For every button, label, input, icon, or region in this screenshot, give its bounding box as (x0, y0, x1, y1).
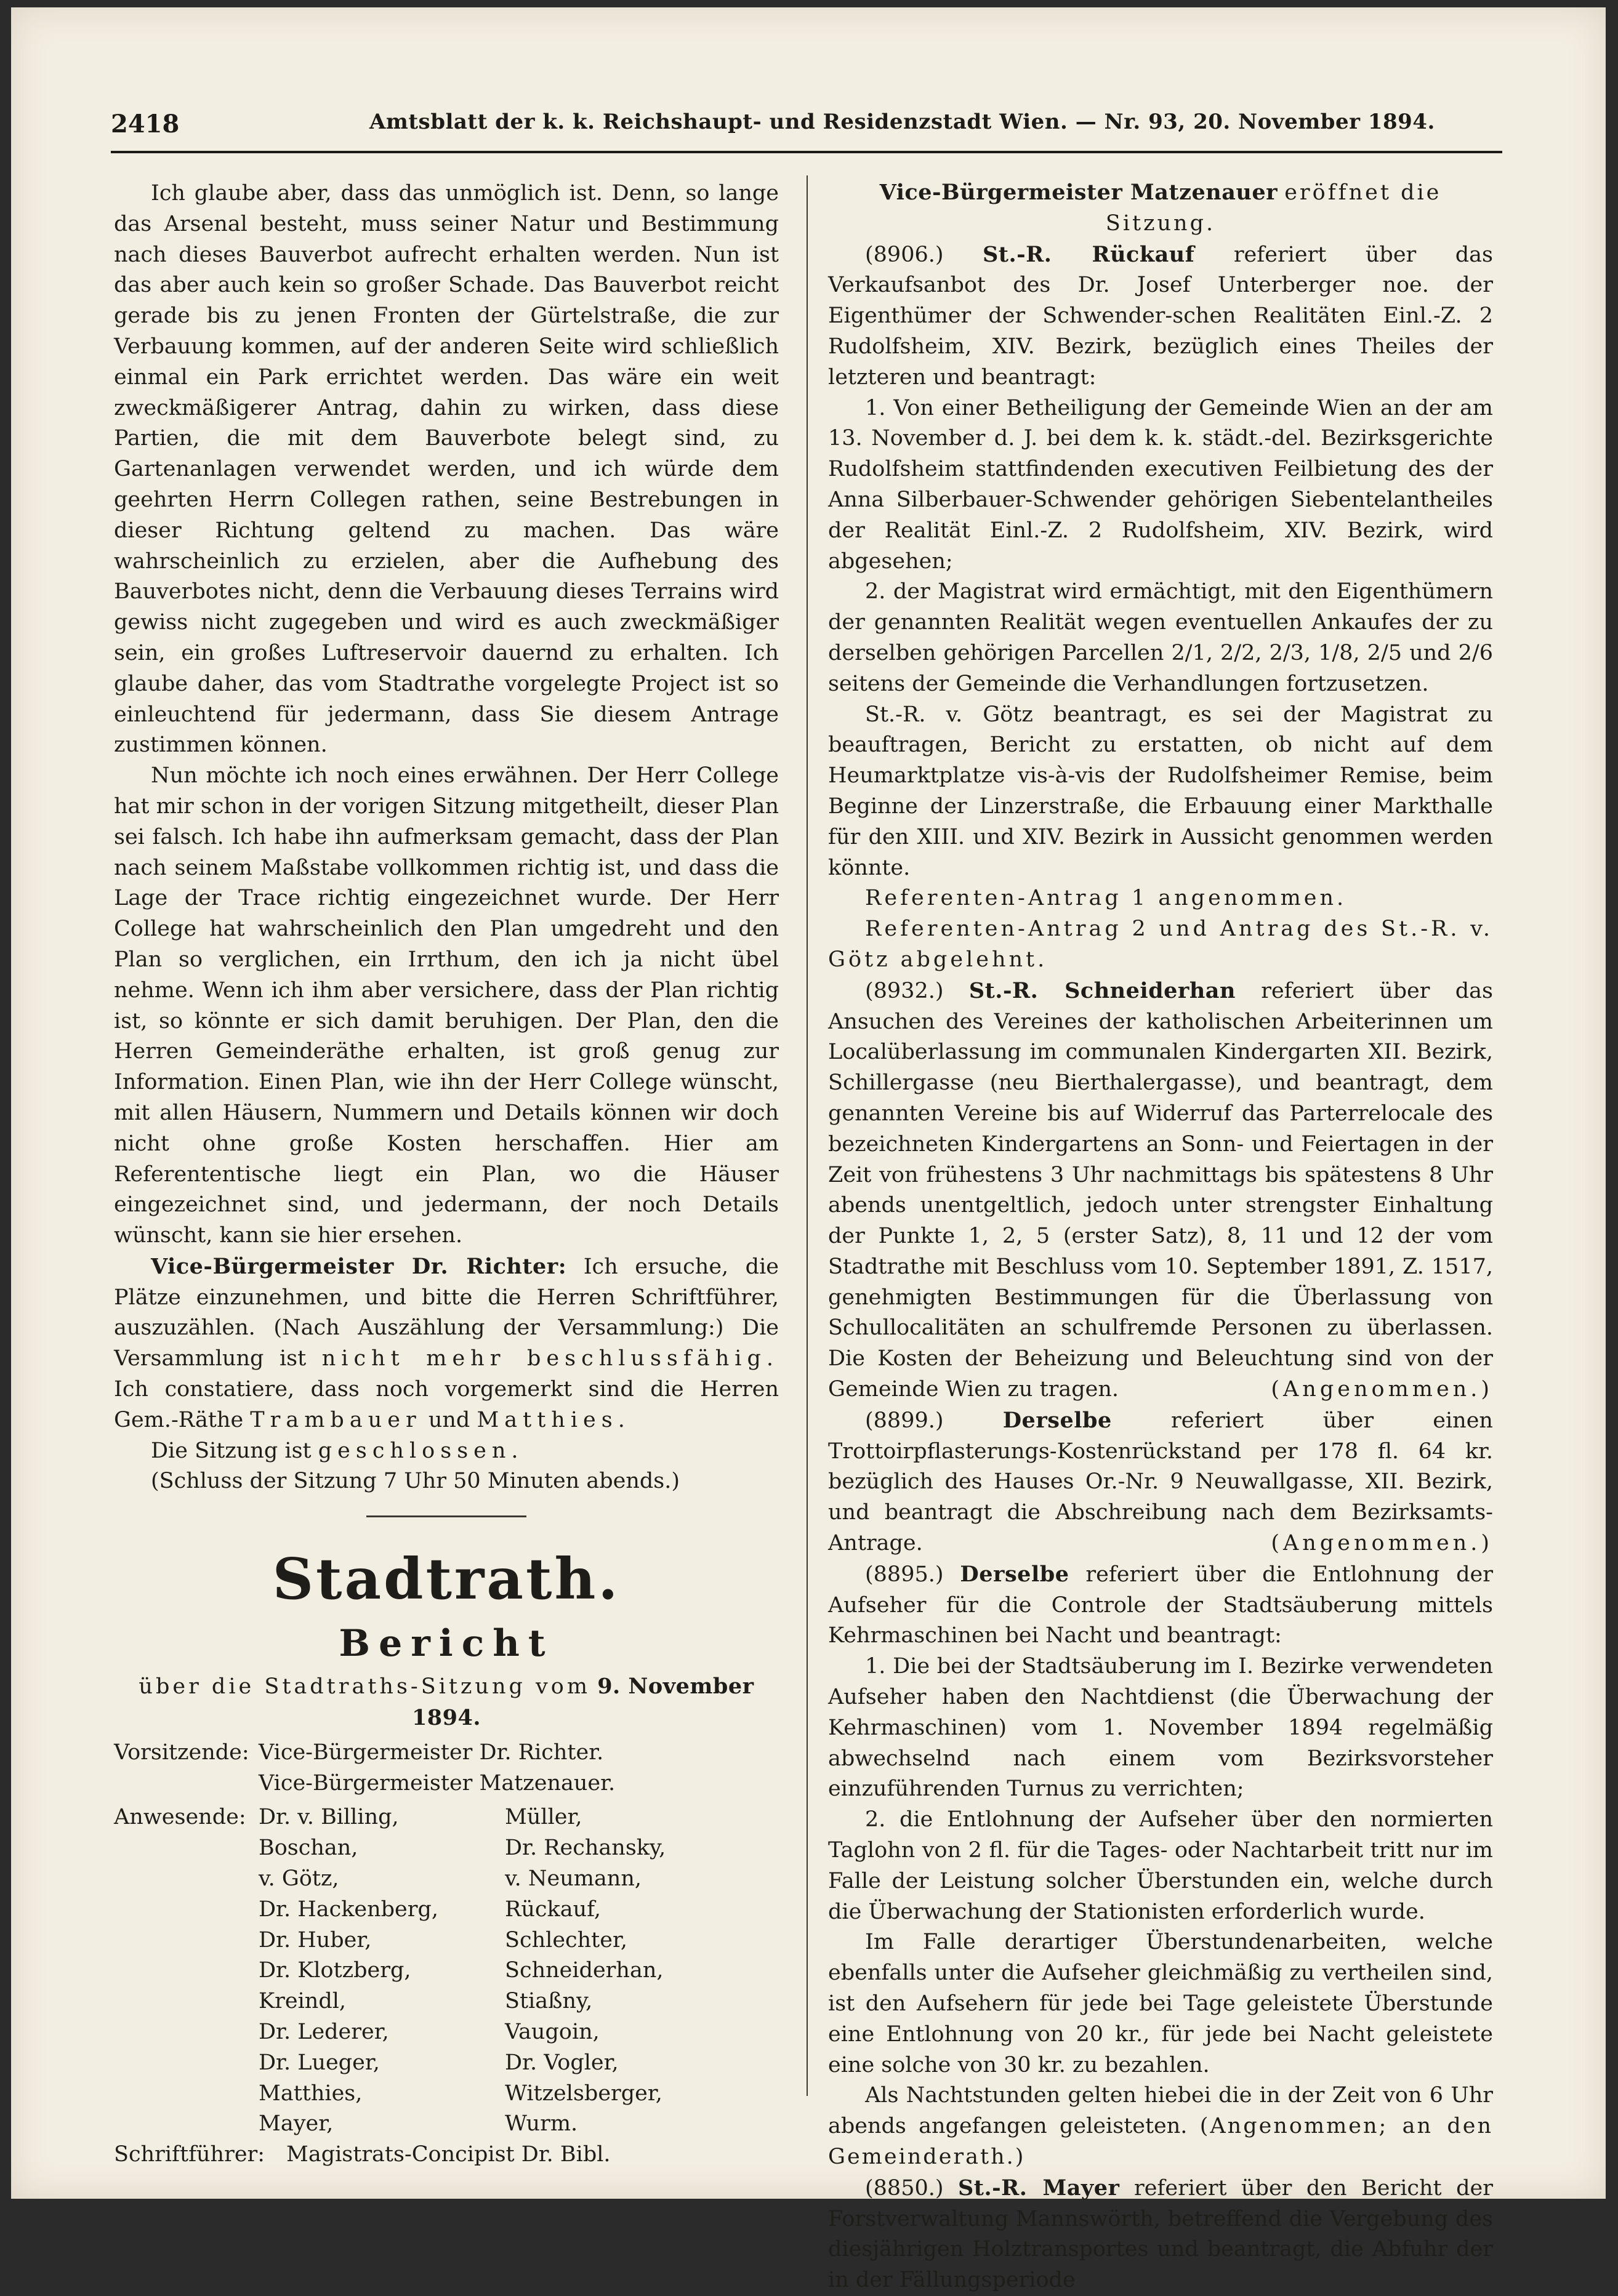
member-name: Dr. Rechansky, (505, 1836, 666, 1861)
chair-label: Vorsitzende: (114, 1740, 249, 1765)
agenda-8906 (828, 239, 1493, 393)
chair-spacer (114, 1768, 259, 1799)
member-name: Vaugoin, (505, 2020, 600, 2045)
member-name: Müller, (505, 1805, 582, 1830)
agenda-text: referiert über den Bericht der Forstverwaltung Mannswörth, betreffend die Vergebung des diesjährigen Holztransportes und beantragt, die Abfuhr der in der Fällungsperiode (828, 2175, 1493, 2293)
speech-paragraph-1: Ich glaube aber, dass das unmöglich ist. Denn, so lange das Arsenal besteht, muss seiner Natur und Bestimmung nach dieses Bauverbot aufrecht erhalten werden. Nun ist das aber auch kein so großer Schade. Das Bauverbot reicht gerade bis zu jenen Fronten der Gürtelstraße, die zur Verbauung kommen, auf der anderen Seite wird schließlich einmal ein Park errichtet werden. Das wäre ein weit zweckmäßigerer Antrag, dahin zu wirken, dass diese Partien, die mit dem Bauverbote belegt sind, zu Gartenanlagen verwendet werden, und ich würde dem geehrten Herrn Collegen rathen, seine Bestrebungen in dieser Richtung geltend zu machen. Das wäre wahrscheinlich zu erzielen, aber die Aufhebung des Bauverbotes nicht, denn die Verbauung dieses Terrains wird gewiss nicht zugegeben und wird es auch zweckmäßiger sein, ein großes Luftreservoir dauernd zu erhalten. Ich glaube daher, das vom Stadtrathe vorgelegte Project ist so einleuchtend für jedermann, dass Sie diesem Antrage zustimmen können. (114, 181, 779, 758)
member-name: v. Götz, (259, 1866, 339, 1892)
present-list-2 (505, 1802, 779, 2140)
member-name: Matthies, (259, 2081, 363, 2106)
agenda-item: 2. die Entlohnung der Aufseher über den normierten Taglohn von 2 fl. für die Tages- oder Nachtarbeit tritt nur im Falle der Leistung solcher Überstunden ein, welche durch die Überwachung der Stationisten erforderlich wurde. (828, 1807, 1493, 1924)
counter-motion: St.-R. v. Götz beantragt, es sei der Magistrat zu beauftragen, Bericht zu erstatten, ob nicht auf dem Heumarktplatze vis-à-vis der Rudolfsheimer Remise, beim Beginne der Linzerstraße, die Erbauung einer Markthalle für den XIII. und XIV. Bezirk in Aussicht genommen werden könnte. (828, 702, 1493, 880)
member-name: v. Neumann, (505, 1866, 642, 1892)
agenda-result: Referenten-Antrag 2 und Antrag des St.-R. v. Götz abgelehnt. (828, 917, 1493, 972)
agenda-number: (8932.) (865, 978, 944, 1003)
councillor-name-1: Trambauer (250, 1407, 422, 1432)
agenda-speaker: St.-R. Schneiderhan (968, 977, 1236, 1003)
agenda-number: (8899.) (865, 1408, 944, 1433)
left-column (114, 179, 779, 2170)
agenda-8895 (828, 1559, 1493, 1652)
clerk-row (114, 2140, 779, 2170)
closing-text-b: Ich constatiere, dass noch vorgemerkt sind die Herren Gem.-Räthe (114, 1377, 779, 1432)
agenda-result: (Angenommen.) (1271, 1531, 1493, 1556)
chair-2: Vice-Bürgermeister Matzenauer. (259, 1770, 616, 1796)
agenda-text: referiert über das Ansuchen des Vereines der katholischen Arbeiterinnen um Localüberlassung im communalen Kindergarten XII. Bezirk, Schillergasse (neu Bierthalergasse), und beantragt, dem genannten Vereine bis auf Widerruf das Parterrelocale des bezeichneten Kindergartens an Sonn- und Feiertagen in der Zeit von frühestens 3 Uhr nachmittags bis spätestens 8 Uhr abends unentgeltlich, jedoch unter strengster Einhaltung der Punkte 1, 2, 5 (erster Satz), 8, 11 und 12 der vom Stadtrathe mit Beschluss vom 10. September 1891, Z. 1517, genehmigten Bestimmungen für die Überlassung von Schullocalitäten an schulfremde Personen zu überlassen. Die Kosten der Beheizung und Beleuchtung sind von der Gemeinde Wien zu tragen. (828, 978, 1493, 1402)
closing-text-a: Ich ersuche, die Plätze einzunehmen, und bitte die Herren Schriftführer, auszuzählen. (Nach Auszählung der Versammlung:) Die Versammlung ist (114, 1254, 779, 1371)
column-divider (807, 175, 808, 2096)
member-name: Dr. v. Billing, (259, 1805, 399, 1830)
session-end-time: (Schluss der Sitzung 7 Uhr 50 Minuten abends.) (151, 1469, 680, 1494)
member-name: Schlechter, (505, 1927, 627, 1953)
agenda-text: referiert über einen Trottoirpflasterungs-Kostenrückstand per 178 fl. 64 kr. bezüglich des Hauses Or.-Nr. 9 Neuwallgasse, XII. Bezirk, und beantragt die Abschreibung nach dem Bezirksamts-Antrage. (828, 1408, 1493, 1556)
chair-row-2 (114, 1768, 779, 1799)
agenda-item: 2. der Magistrat wird ermächtigt, mit den Eigenthümern der genannten Realität wegen eventuellen Ankaufes der zu derselben gehörigen Parcellen 2/1, 2/2, 2/3, 1/8, 2/5 und 2/6 seitens der Gemeinde die Verhandlungen fortzusetzen. (828, 579, 1493, 696)
page-number: 2418 (111, 110, 180, 138)
section-rule (366, 1515, 526, 1517)
session-closed (114, 1436, 779, 1467)
header-rule (111, 151, 1502, 153)
agenda-result: (Angenommen.) (1271, 1377, 1493, 1402)
session-closed-a: Die Sitzung ist (151, 1438, 312, 1463)
member-name: Dr. Klotzberg, (259, 1958, 411, 1983)
clerk-label: Schriftführer: (114, 2142, 265, 2167)
agenda-result: Referenten-Antrag 1 angenommen. (865, 886, 1347, 911)
agenda-number: (8850.) (865, 2175, 944, 2201)
opening-speaker: Vice-Bürgermeister Matzenauer (879, 180, 1278, 205)
member-name: Dr. Lederer, (259, 2020, 389, 2045)
agenda-result: (Angenommen; an den Gemeinderath.) (828, 2114, 1493, 2169)
agenda-speaker: St.-R. Mayer (958, 2175, 1120, 2201)
agenda-item: 1. Die bei der Stadtsäuberung im I. Bezirke verwendeten Aufseher haben den Nachtdienst (die Überwachung der Kehrmaschinen) vom 1. November 1894 regelmäßig abwechselnd nach einem vom Bezirksvorsteher einzuführenden Turnus zu verrichten; (828, 1654, 1493, 1802)
agenda-text: referiert über die Entlohnung der Aufseher für die Controle der Stadtsäuberung mittels Kehrmaschinen bei Nacht und beantragt: (828, 1562, 1493, 1648)
chair-1: Vice-Bürgermeister Dr. Richter. (259, 1740, 604, 1765)
present-list-1 (259, 1802, 505, 2140)
member-name: Dr. Hackenberg, (259, 1897, 439, 1922)
agenda-speaker: Derselbe (1002, 1407, 1112, 1433)
agenda-text: Als Nachtstunden gelten hiebei die in der Zeit von 6 Uhr abends angefangen geleisteten. (828, 2083, 1493, 2139)
agenda-paragraph (828, 2081, 1493, 2172)
agenda-number: (8906.) (865, 242, 944, 267)
header-title: Amtsblatt der k. k. Reichshaupt- und Residenzstadt Wien. — Nr. 93, 20. November 1894. (369, 110, 1435, 134)
agenda-text: referiert über das Verkaufsanbot des Dr. Josef Unterberger noe. der Eigenthümer der Schwender-schen Realitäten Einl.-Z. 2 Rudolfsheim, XIV. Bezirk, bezüglich eines Theiles der letzteren und beantragt: (828, 242, 1494, 390)
opening-text: eröffnet die Sitzung. (1105, 180, 1442, 236)
member-name: Boschan, (259, 1836, 358, 1861)
chair-row (114, 1738, 779, 1768)
section-subtitle: Bericht (339, 1622, 554, 1666)
agenda-paragraph: Im Falle derartiger Überstundenarbeiten, welche ebenfalls unter die Aufseher gleichmäßig zu vertheilen sind, ist den Aufsehern für jede bei Tage geleistete Überstunde eine Entlohnung von 20 kr., für jede bei Nacht geleistete eine solche von 30 kr. zu bezahlen. (828, 1930, 1493, 2077)
present-label: Anwesende: (114, 1805, 246, 1830)
member-name: Kreindl, (259, 1989, 347, 2014)
member-name: Rückauf, (505, 1897, 601, 1922)
closing-und: und (428, 1407, 470, 1432)
closing-paragraph (114, 1251, 779, 1436)
agenda-number: (8895.) (865, 1562, 944, 1587)
agenda-8899 (828, 1405, 1493, 1559)
opening-line (828, 177, 1493, 239)
present-row (114, 1802, 779, 2140)
member-name: Witzelsberger, (505, 2081, 662, 2106)
session-closed-b: geschlossen. (318, 1438, 524, 1463)
report-date: 9. November 1894. (411, 1674, 754, 1731)
member-name: Stiaßny, (505, 1989, 593, 2014)
page-header (111, 92, 1502, 154)
member-name: Wurm. (505, 2111, 578, 2137)
member-name: Dr. Huber, (259, 1927, 372, 1953)
agenda-speaker: Derselbe (960, 1561, 1069, 1587)
clerk: Magistrats-Concipist Dr. Bibl. (286, 2142, 611, 2167)
agenda-speaker: St.-R. Rückauf (983, 241, 1195, 267)
member-name: Schneiderhan, (505, 1958, 664, 1983)
member-name: Dr. Lueger, (259, 2050, 380, 2075)
right-column (828, 177, 1493, 2296)
speaker-name: Vice-Bürgermeister Dr. Richter: (151, 1253, 567, 1279)
councillor-name-2: Matthies. (477, 1407, 630, 1432)
closing-spaced: nicht mehr beschlussfähig. (321, 1346, 779, 1371)
report-line-a: über die Stadtraths-Sitzung vom (139, 1674, 591, 1700)
report-line (114, 1671, 779, 1734)
agenda-8932 (828, 976, 1493, 1405)
speech-paragraph-2: Nun möchte ich noch eines erwähnen. Der Herr College hat mir schon in der vorigen Sitzung mitgetheilt, dieser Plan sei falsch. Ich habe ihn aufmerksam gemacht, dass der Plan nach seinem Maßstabe vollkommen richtig ist, und dass die Lage der Trace richtig eingezeichnet wurde. Der Herr College hat wahrscheinlich den Plan umgedreht und den Plan so verglichen, ein Irrthum, den ich ja nicht übel nehme. Wenn ich ihm aber versichere, dass der Plan richtig ist, so könnte er sich damit beruhigen. Der Plan, den die Herren Gemeinderäthe erhalten, ist groß genug zur Information. Einen Plan, wie ihn der Herr College wünscht, mit allen Häusern, Nummern und Details können wir doch nicht ohne große Kosten herschaffen. Hier am Referententische liegt ein Plan, wo die Häuser eingezeichnet sind, und jedermann, der noch Details wünscht, kann sie hier ersehen. (114, 763, 779, 1248)
agenda-8850 (828, 2173, 1493, 2296)
section-title: Stadtrath. (272, 1546, 621, 1613)
member-name: Mayer, (259, 2111, 334, 2137)
member-name: Dr. Vogler, (505, 2050, 619, 2075)
agenda-item: 1. Von einer Betheiligung der Gemeinde Wien an der am 13. November d. J. bei dem k. k. städt.-del. Bezirksgerichte Rudolfsheim stattfindenden executiven Feilbietung des der Anna Silberbauer-Schwender gehörigen Siebentelantheiles der Realität Einl.-Z. 2 Rudolfsheim, XIV. Bezirk, wird abgesehen; (828, 395, 1493, 574)
